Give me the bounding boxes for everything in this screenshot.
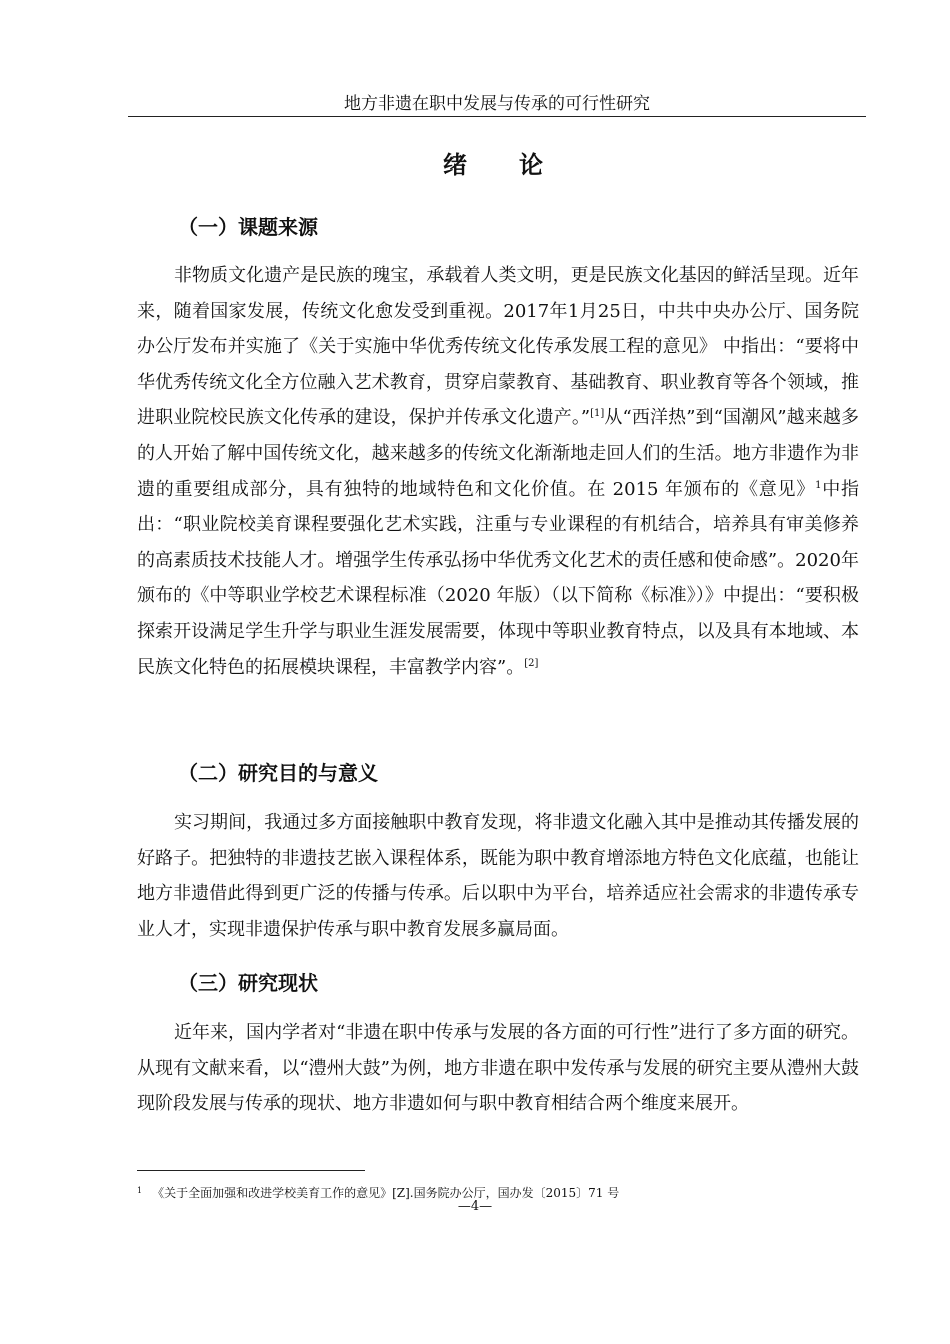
section-heading-purpose: （二）研究目的与意义 (178, 761, 378, 785)
section-paragraph (137, 1015, 859, 1122)
page-number: —4— (457, 1199, 493, 1214)
paragraph-text: 非物质文化遗产是民族的瑰宝，承载着人类文明，更是民族文化基因的鲜活呈现。近年来，随着国家发展，传统文化愈发受到重视。2017年1月25日，中共中央办公厅、国务院办公厅发布并实施了《关于实施中华优秀传统文化传承发展工程的意见》 中指出：“要将中华优秀传统文化全方位融入艺术教育，贯穿启蒙教育、基础教育、职业教育等各个领域，推进职业院校民族文化传承的建设，保护并传承文化遗产。” (137, 265, 859, 429)
paragraph-text: 从“西洋热”到“国潮风”越来越多的人开始了解中国传统文化，越来越多的传统文化渐渐地走回人们的生活。地方非遗作为非遗的重要组成部分，具有独特的地域特色和文化价值。在 2015 年颁布的《意见》 (137, 407, 859, 500)
footnote-text: 《关于全面加强和改进学校美育工作的意见》[Z].国务院办公厅，国办发〔2015〕71 号 (152, 1186, 620, 1200)
section-paragraph (137, 258, 859, 685)
section-paragraph (137, 805, 859, 947)
footnote-rule (137, 1170, 365, 1171)
citation-marker: [2] (524, 657, 539, 669)
citation-marker: [1] (590, 408, 605, 420)
paragraph-text: 中指出：“职业院校美育课程要强化艺术实践，注重与专业课程的有机结合，培养具有审美修养的高素质技术技能人才。增强学生传承弘扬中华优秀文化艺术的责任感和使命感”。2020年颁布的《中等职业学校艺术课程标准（2020 年版）（以下简称《标准》）》中提出：“要积极探索开设满足学生升学与职业生涯发展需要，体现中等职业教育特点，以及具有本地域、本民族文化特色的拓展模块课程，丰富教学内容”。 (137, 478, 860, 678)
header-rule (128, 116, 866, 117)
paragraph-text: 近年来，国内学者对“非遗在职中传承与发展的各方面的可行性”进行了多方面的研究。从现有文献来看，以“澧州大鼓”为例，地方非遗在职中发传承与发展的研究主要从澧州大鼓现阶段发展与传承的现状、地方非遗如何与职中教育相结合两个维度来展开。 (137, 1022, 859, 1115)
footnote-marker: 1 (815, 479, 822, 491)
footnote-number: 1 (137, 1186, 143, 1195)
running-header: 地方非遗在职中发展与传承的可行性研究 (344, 94, 650, 114)
section-heading-status: （三）研究现状 (178, 971, 318, 995)
paragraph-text: 实习期间，我通过多方面接触职中教育发现，将非遗文化融入其中是推动其传播发展的好路子。把独特的非遗技艺嵌入课程体系，既能为职中教育增添地方特色文化底蕴，也能让地方非遗借此得到更广泛的传播与传承。后以职中为平台，培养适应社会需求的非遗传承专业人才，实现非遗保护传承与职中教育发展多赢局面。 (137, 812, 859, 940)
section-heading-source: （一）课题来源 (178, 215, 318, 239)
chapter-title: 绪论 (443, 151, 595, 179)
